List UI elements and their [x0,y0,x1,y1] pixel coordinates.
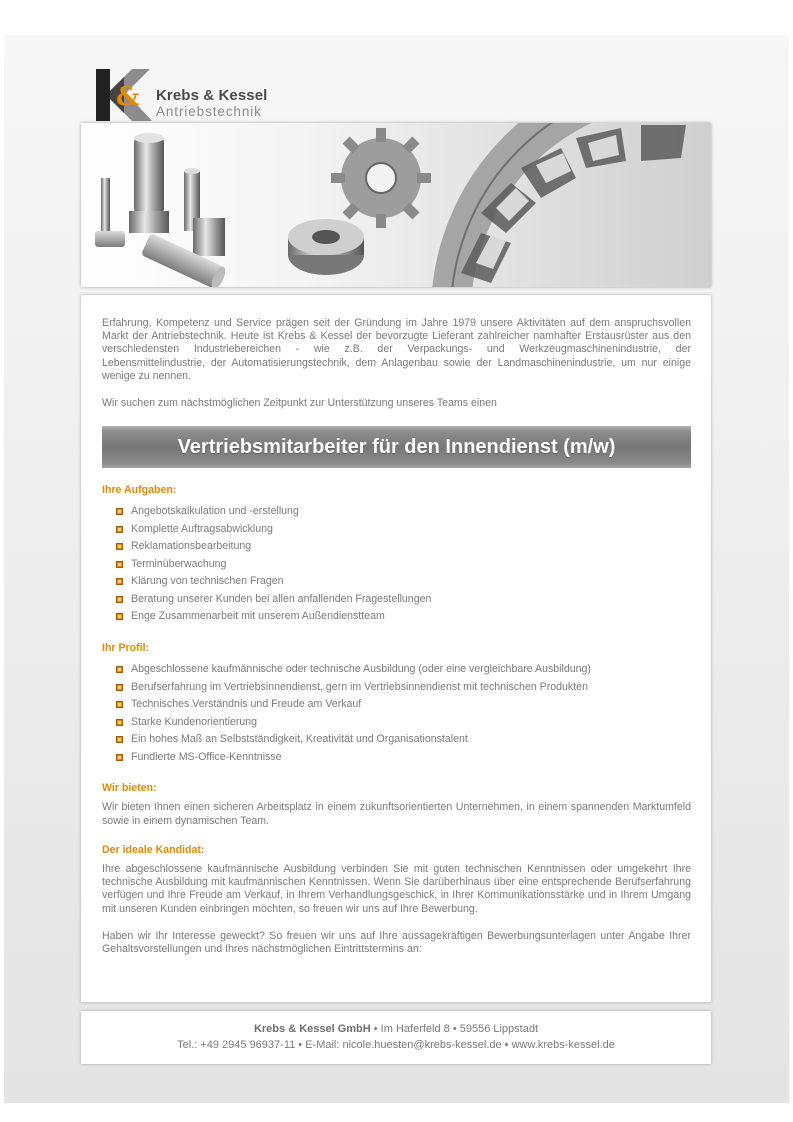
job-posting-card [81,295,711,1002]
svg-text:&: & [116,82,140,112]
list-item-text: Ein hohes Maß an Selbstständigkeit, Kreativität und Organisationstalent [131,733,468,746]
profil-heading: Ihr Profil: [102,641,150,654]
logo-mark-icon [96,69,152,121]
logo-name: Krebs & Kessel [156,87,268,104]
job-title: Vertriebsmitarbeiter für den Innendienst (m/w) [102,426,691,468]
list-item [116,679,691,697]
list-item [116,521,691,539]
bullet-icon [116,736,123,743]
list-item-text: Komplette Auftragsabwicklung [131,522,273,535]
bieten-heading: Wir bieten: [102,782,157,795]
list-item [116,538,691,556]
intro-paragraph: Erfahrung, Kompetenz und Service prägen seit der Gründung im Jahre 1979 unsere Aktivitäten auf dem anspruchsvollen Markt der Antriebstechnik. Heute ist Krebs & Kessel der bevorzugte Lieferant zahlreicher namhafter Erstausrüster aus den verschiedensten Industriebereichen - wie z.B. der Verpackungs- und Werkzeugmaschinenindustrie, der Lebensmittelindustrie, der Automatisierungstechnik, dem Anlagenbau sowie der Landmaschinenindustrie, um nur einige wenige zu nennen. [102,317,691,382]
list-item-text: Reklamationsbearbeitung [131,540,252,553]
bullet-icon [116,666,123,673]
aufgaben-list [102,503,691,626]
bullet-icon [116,508,123,515]
logo-subtitle: Antriebstechnik [156,104,262,119]
footer-address: • Im Haferfeld 8 • 59556 Lippstadt [370,1023,539,1035]
bieten-text: Wir bieten Ihnen einen sicheren Arbeitsplatz in einem zukunftsorientierten Unternehmen, in einem spannenden Marktumfeld sowie in einem dynamischen Team. [102,801,691,827]
list-item [116,749,691,767]
bullet-icon [116,754,123,761]
list-item [116,591,691,609]
bullet-icon [116,719,123,726]
list-item-text: Angebotskalkulation und -erstellung [131,505,299,518]
list-item-text: Beratung unserer Kunden bei allen anfallenden Fragestellungen [131,592,432,605]
list-item [116,503,691,521]
footer-address-line [81,1023,711,1035]
list-item-text: Abgeschlossene kaufmännische oder technische Ausbildung (oder eine vergleichbare Ausbildung) [131,663,591,676]
gears-illustration [81,123,711,287]
aufgaben-heading: Ihre Aufgaben: [102,484,177,497]
contact-footer [81,1011,711,1064]
list-item-text: Starke Kundenorientierung [131,715,258,728]
bullet-icon [116,596,123,603]
list-item [116,731,691,749]
footer-contact-line: Tel.: +49 2945 96937-11 • E-Mail: nicole.huesten@krebs-kessel.de • www.krebs-kessel.de [177,1039,615,1051]
list-item-text: Enge Zusammenarbeit mit unserem Außendienstteam [131,610,385,623]
kandidat-heading: Der ideale Kandidat: [102,843,205,856]
page-background [4,35,789,1103]
bullet-icon [116,578,123,585]
list-item-text: Technisches Verständnis und Freude am Verkauf [131,698,362,711]
list-item-text: Fundierte MS-Office-Kenntnisse [131,750,282,763]
list-item-text: Terminüberwachung [131,557,227,570]
bullet-icon [116,561,123,568]
closing-text: Haben wir Ihr Interesse geweckt? So freuen wir uns auf Ihre aussagekräftigen Bewerbungsunterlagen unter Angabe Ihrer Gehaltsvorstellungen und Ihres nächstmöglichen Eintrittstermins an: [102,929,691,955]
bullet-icon [116,613,123,620]
list-item [116,696,691,714]
list-item [116,608,691,626]
bullet-icon [116,701,123,708]
bullet-icon [116,526,123,533]
kandidat-text: Ihre abgeschlossene kaufmännische Ausbildung verbinden Sie mit guten technischen Kenntnissen oder umgekehrt Ihre technische Ausbildung mit kaufmännischen Kenntnissen. Wenn Sie darüberhinaus über eine entsprechende Berufserfahrung verfügen und Ihre Freude am Verkauf, in Ihrem Verhandlungsgeschick, in Ihrer Kommunikationsstärke und in Ihrem Umgang mit unseren Kunden einbringen möchten, so freuen wir uns auf Ihre Bewerbung. [102,862,691,915]
list-item [116,714,691,732]
company-logo [96,69,296,121]
list-item [116,556,691,574]
banner-image [81,123,711,287]
list-item-text: Klärung von technischen Fragen [131,575,284,588]
list-item-text: Berufserfahrung im Vertriebsinnendienst, gern im Vertriebsinnendienst mit technischen Produkten [131,680,588,693]
footer-company: Krebs & Kessel GmbH [253,1023,371,1035]
search-line: Wir suchen zum nächstmöglichen Zeitpunkt zur Unterstützung unseres Teams einen [102,397,497,410]
bullet-icon [116,684,123,691]
list-item [116,573,691,591]
bullet-icon [116,543,123,550]
list-item [116,661,691,679]
profil-list [102,661,691,766]
